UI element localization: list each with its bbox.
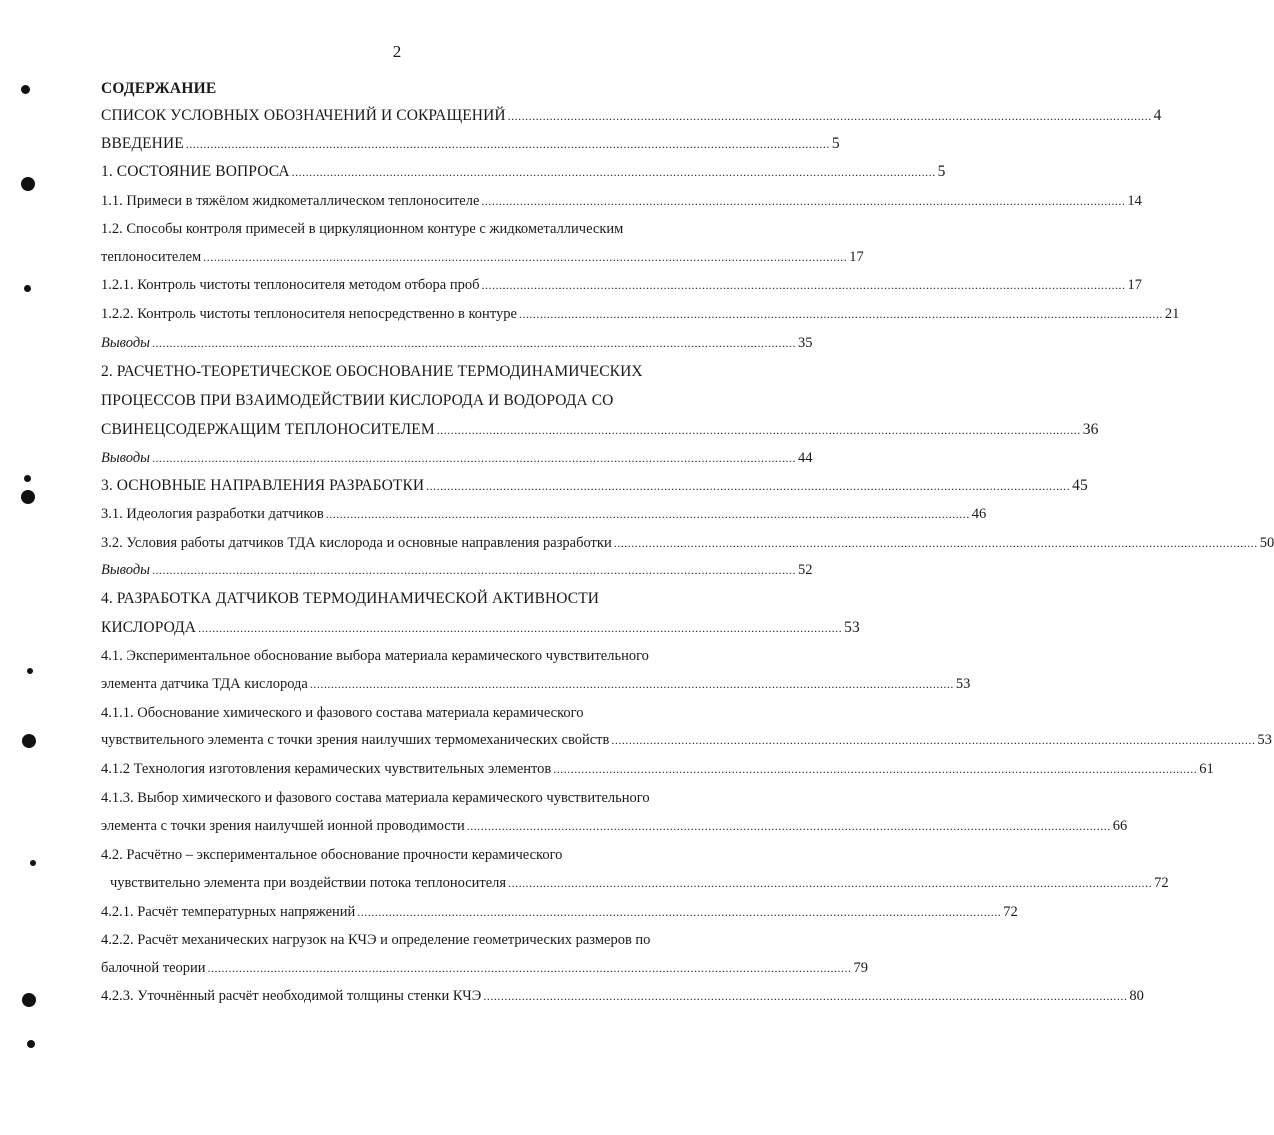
- toc-entry[interactable]: [0, 988, 1144, 1010]
- toc-entry[interactable]: [0, 875, 1169, 897]
- leader-dots: ........................................................................................................................................................................................: [466, 819, 1111, 833]
- page-title: СОДЕРЖАНИЕ: [101, 80, 217, 97]
- toc-entry-page: 53: [1257, 732, 1272, 748]
- punch-hole: [30, 860, 36, 866]
- toc-entry[interactable]: [0, 477, 1088, 499]
- toc-entry-page: 53: [844, 619, 860, 636]
- toc-entry[interactable]: [0, 421, 1099, 443]
- toc-entry-title: чувствительно элемента при воздействии потока теплоносителя: [110, 875, 507, 891]
- leader-dots: ........................................................................................................................................................................................: [152, 563, 796, 577]
- leader-dots: ........................................................................................................................................................................................: [436, 423, 1081, 437]
- toc-entry-page: 17: [1127, 277, 1143, 293]
- toc-entry-title: Выводы: [101, 562, 150, 578]
- toc-entry[interactable]: [0, 306, 1180, 328]
- toc-entry-page: 35: [798, 335, 813, 351]
- toc-entry-title: элемента с точки зрения наилучшей ионной проводимости: [101, 818, 465, 834]
- toc-entry-title: 4.2.1. Расчёт температурных напряжений: [101, 904, 356, 920]
- toc-entry-page: 50: [1259, 535, 1274, 551]
- toc-entry-title-line1: 4.2. Расчётно – экспериментальное обоснование прочности керамического: [101, 847, 563, 863]
- toc-entry-title: теплоносителем: [101, 249, 202, 265]
- toc-entry-page: 5: [831, 135, 840, 152]
- toc-entry[interactable]: [0, 535, 1274, 557]
- toc-entry-title: 1.2.1. Контроль чистоты теплоносителя методом отбора проб: [101, 277, 480, 293]
- toc-entry[interactable]: [0, 193, 1142, 215]
- toc-entry-title-line2: ПРОЦЕССОВ ПРИ ВЗАИМОДЕЙСТВИИ КИСЛОРОДА И ВОДОРОДА СО: [101, 392, 614, 409]
- toc-entry-title-line1: 1.2. Способы контроля примесей в циркуляционном контуре с жидкометаллическим: [101, 221, 624, 237]
- toc-entry-page: 72: [1154, 875, 1169, 891]
- leader-dots: ........................................................................................................................................................................................: [611, 733, 1256, 747]
- toc-entry-title: 3.1. Идеология разработки датчиков: [101, 506, 324, 522]
- toc-entry-title: 3.2. Условия работы датчиков ТДА кислорода и основные направления разработки: [101, 535, 612, 551]
- toc-entry-title: 3. ОСНОВНЫЕ НАПРАВЛЕНИЯ РАЗРАБОТКИ: [101, 477, 425, 494]
- toc-entry-title: 1.1. Примеси в тяжёлом жидкометаллическом теплоносителе: [101, 193, 480, 209]
- leader-dots: ........................................................................................................................................................................................: [291, 165, 936, 179]
- toc-entry[interactable]: [0, 163, 946, 185]
- leader-dots: ........................................................................................................................................................................................: [207, 961, 852, 975]
- toc-entry-title: балочной теории: [101, 960, 206, 976]
- toc-entry[interactable]: [0, 107, 1162, 129]
- toc-entry-title: 4.1.2 Технология изготовления керамических чувствительных элементов: [101, 761, 552, 777]
- toc-entry-title: КИСЛОРОДА: [101, 619, 197, 636]
- toc-entry-title: 1.2.2. Контроль чистоты теплоносителя непосредственно в контуре: [101, 306, 517, 322]
- toc-entry[interactable]: [0, 135, 840, 157]
- toc-entry-page: 36: [1082, 421, 1099, 438]
- toc-entry[interactable]: [0, 335, 813, 357]
- toc-entry[interactable]: [0, 562, 813, 584]
- leader-dots: ........................................................................................................................................................................................: [203, 250, 848, 264]
- leader-dots: ........................................................................................................................................................................................: [483, 989, 1128, 1003]
- toc-entry-title: СВИНЕЦСОДЕРЖАЩИМ ТЕПЛОНОСИТЕЛЕМ: [101, 421, 435, 438]
- toc-entry[interactable]: [0, 506, 987, 528]
- punch-hole: [21, 85, 30, 94]
- toc-entry[interactable]: [0, 619, 860, 641]
- toc-entry-page: 21: [1164, 306, 1180, 322]
- leader-dots: ........................................................................................................................................................................................: [507, 109, 1152, 123]
- leader-dots: ........................................................................................................................................................................................: [185, 137, 830, 151]
- toc-entry-title-line1: 2. РАСЧЕТНО-ТЕОРЕТИЧЕСКОЕ ОБОСНОВАНИЕ ТЕРМОДИНАМИЧЕСКИХ: [101, 363, 643, 380]
- toc-entry-page: 61: [1199, 761, 1214, 777]
- toc-entry-page: 66: [1112, 818, 1128, 834]
- toc-entry[interactable]: [0, 450, 813, 472]
- toc-entry[interactable]: [0, 249, 864, 271]
- toc-entry-title: Выводы: [101, 335, 150, 351]
- leader-dots: ........................................................................................................................................................................................: [481, 194, 1126, 208]
- toc-entry-title: Выводы: [101, 450, 150, 466]
- toc-entry-page: 4: [1153, 107, 1162, 124]
- leader-dots: ........................................................................................................................................................................................: [518, 307, 1163, 321]
- toc-entry-page: 53: [955, 676, 971, 692]
- leader-dots: ........................................................................................................................................................................................: [553, 762, 1198, 776]
- toc-entry-page: 52: [798, 562, 813, 578]
- toc-entry-page: 72: [1003, 904, 1018, 920]
- toc-entry-title: СПИСОК УСЛОВНЫХ ОБОЗНАЧЕНИЙ И СОКРАЩЕНИЙ: [101, 107, 506, 124]
- toc-entry-title: ВВЕДЕНИЕ: [101, 135, 184, 152]
- leader-dots: ........................................................................................................................................................................................: [198, 621, 843, 635]
- toc-entry-title-line1: 4. РАЗРАБОТКА ДАТЧИКОВ ТЕРМОДИНАМИЧЕСКОЙ АКТИВНОСТИ: [101, 590, 600, 607]
- leader-dots: ........................................................................................................................................................................................: [426, 479, 1071, 493]
- toc-entry[interactable]: [0, 960, 869, 982]
- toc-entry-title: чувствительного элемента с точки зрения наилучших термомеханических свойств: [101, 732, 610, 748]
- leader-dots: ........................................................................................................................................................................................: [325, 507, 970, 521]
- leader-dots: ........................................................................................................................................................................................: [152, 336, 796, 350]
- toc-entry-page: 79: [853, 960, 869, 976]
- toc-entry[interactable]: [0, 904, 1018, 926]
- toc-entry-title-line1: 4.1.3. Выбор химического и фазового состава материала керамического чувствительного: [101, 790, 650, 806]
- toc-entry-title-line1: 4.1.1. Обоснование химического и фазового состава материала керамического: [101, 705, 584, 721]
- leader-dots: ........................................................................................................................................................................................: [481, 278, 1126, 292]
- toc-entry-title-line1: 4.2.2. Расчёт механических нагрузок на КЧЭ и определение геометрических размеров по: [101, 932, 651, 948]
- punch-hole: [27, 1040, 35, 1048]
- leader-dots: ........................................................................................................................................................................................: [613, 536, 1258, 550]
- toc-entry-page: 45: [1072, 477, 1088, 494]
- leader-dots: ........................................................................................................................................................................................: [309, 677, 954, 691]
- leader-dots: ........................................................................................................................................................................................: [357, 905, 1002, 919]
- toc-entry[interactable]: [0, 732, 1272, 754]
- toc-entry-page: 80: [1129, 988, 1144, 1004]
- toc-entry[interactable]: [0, 818, 1128, 840]
- punch-hole: [27, 668, 33, 674]
- toc-entry-page: 46: [971, 506, 987, 522]
- toc-entry-page: 17: [849, 249, 864, 265]
- toc-entry[interactable]: [0, 676, 971, 698]
- toc-entry[interactable]: [0, 277, 1143, 299]
- leader-dots: ........................................................................................................................................................................................: [152, 451, 796, 465]
- page-number: 2: [392, 42, 402, 61]
- toc-entry-title-line1: 4.1. Экспериментальное обоснование выбора материала керамического чувствительного: [101, 648, 649, 664]
- toc-entry-title: 4.2.3. Уточнённый расчёт необходимой толщины стенки КЧЭ: [101, 988, 482, 1004]
- toc-entry-page: 5: [937, 163, 946, 180]
- toc-entry-page: 44: [798, 450, 813, 466]
- leader-dots: ........................................................................................................................................................................................: [508, 876, 1153, 890]
- toc-entry[interactable]: [0, 761, 1214, 783]
- toc-entry-page: 14: [1127, 193, 1142, 209]
- toc-entry-title: элемента датчика ТДА кислорода: [101, 676, 308, 692]
- toc-entry-title: 1. СОСТОЯНИЕ ВОПРОСА: [101, 163, 290, 180]
